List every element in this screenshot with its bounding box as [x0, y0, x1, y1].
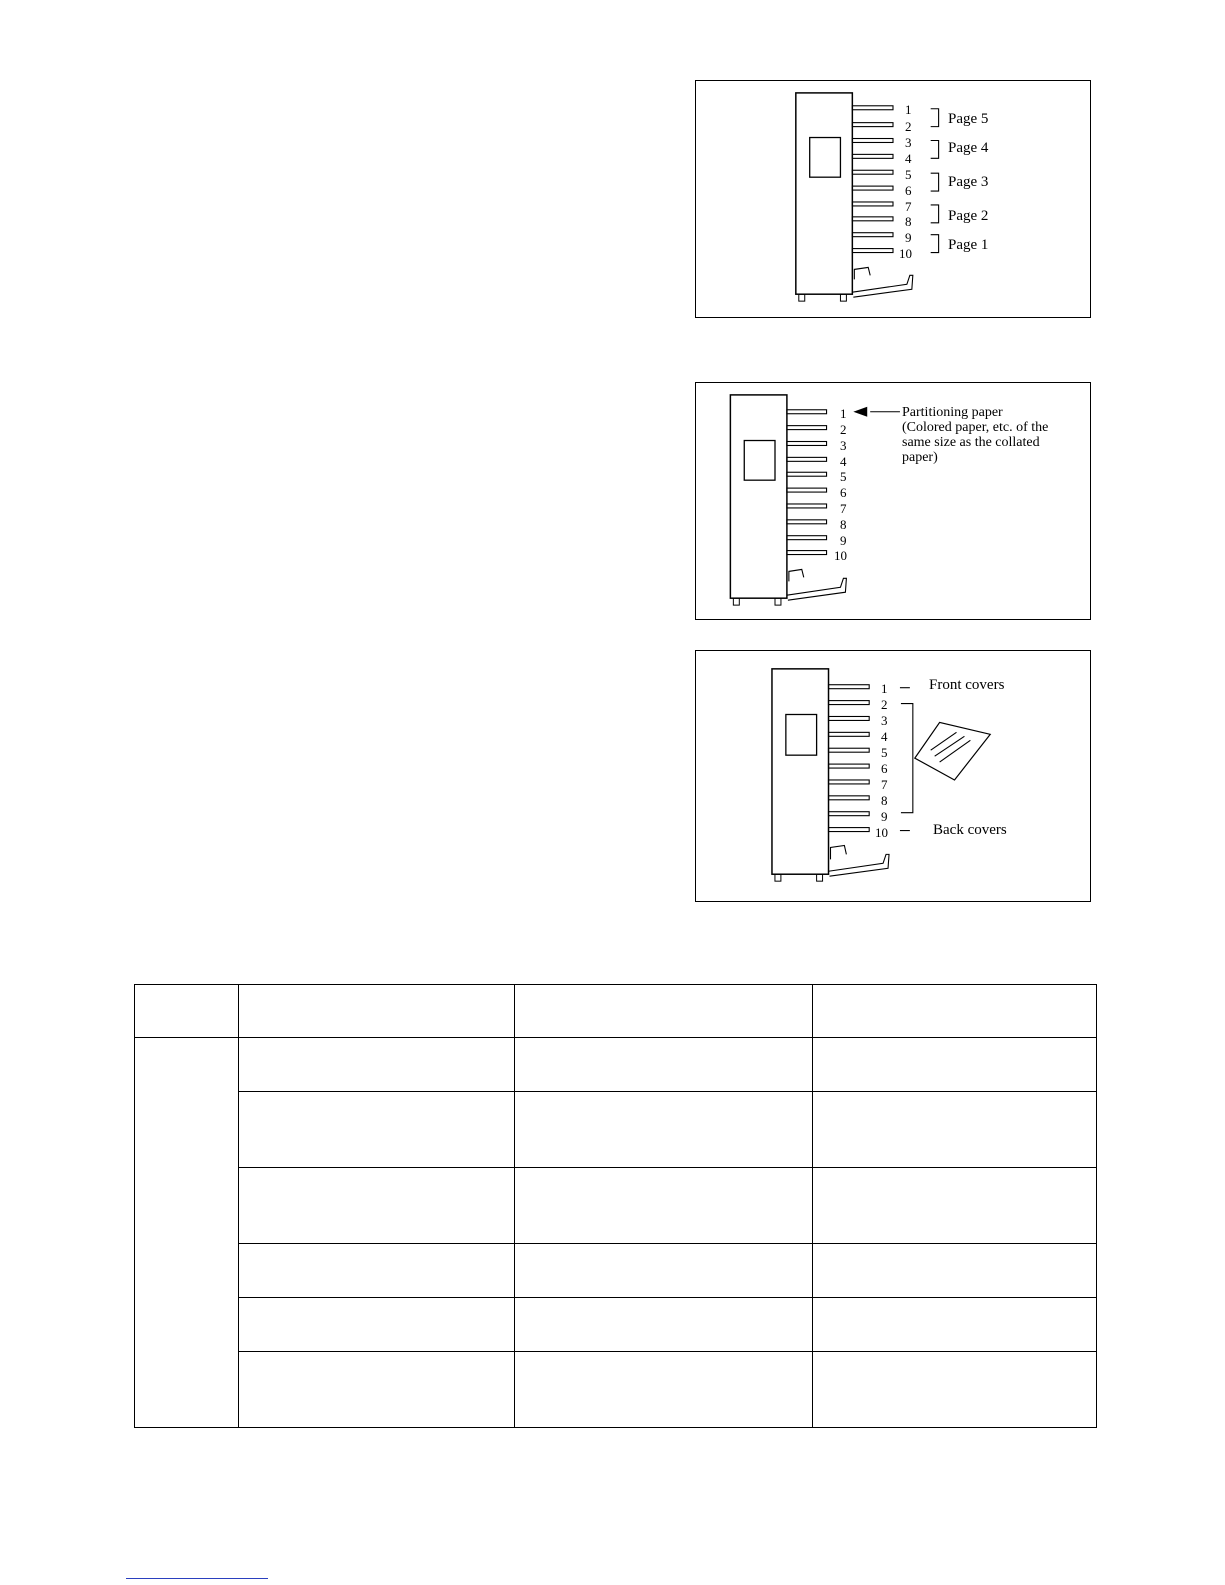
bin-number: 8 — [905, 214, 912, 229]
table-cell — [239, 1244, 515, 1298]
table-header-row — [135, 985, 1097, 1038]
bin-number: 10 — [899, 246, 912, 261]
table-cell — [813, 1352, 1097, 1428]
front-covers-label: Front covers — [929, 677, 1005, 693]
annotation-line: same size as the collated — [902, 435, 1040, 450]
table-cell — [813, 1298, 1097, 1352]
bin-number: 3 — [905, 135, 912, 150]
bin-number: 7 — [905, 199, 912, 214]
table-cell — [239, 1038, 515, 1092]
sorter-drawing — [696, 651, 1090, 901]
table-row — [135, 1168, 1097, 1244]
table-cell — [239, 1352, 515, 1428]
bin-number: 2 — [881, 697, 888, 712]
page-label: Page 4 — [948, 140, 989, 156]
bin-number: 9 — [840, 533, 847, 548]
table-cell — [813, 1092, 1097, 1168]
bin-number: 3 — [840, 438, 847, 453]
table-cell — [135, 985, 239, 1038]
bin-number: 6 — [881, 761, 888, 776]
bin-number: 1 — [881, 681, 888, 696]
table-cell — [813, 985, 1097, 1038]
table-row — [135, 1038, 1097, 1092]
bin-number: 1 — [905, 102, 912, 117]
specification-table — [134, 984, 1097, 1428]
bin-number: 10 — [875, 825, 888, 840]
bin-number: 8 — [881, 793, 888, 808]
bin-number: 6 — [840, 485, 847, 500]
table-cell — [515, 1352, 813, 1428]
annotation-line: Partitioning paper — [902, 405, 1003, 420]
table-cell — [239, 1298, 515, 1352]
footer-link-underline — [126, 1578, 268, 1579]
bin-number: 5 — [905, 167, 912, 182]
page-label: Page 3 — [948, 174, 989, 190]
table-row — [135, 1092, 1097, 1168]
bin-number: 4 — [840, 454, 847, 469]
table-cell — [515, 1038, 813, 1092]
bin-number: 5 — [881, 745, 888, 760]
table-cell — [515, 1298, 813, 1352]
table-cell — [515, 985, 813, 1038]
bin-number: 8 — [840, 517, 847, 532]
sorter-drawing — [696, 81, 1090, 317]
bin-number: 2 — [905, 119, 912, 134]
table-row — [135, 1244, 1097, 1298]
bin-number: 10 — [834, 548, 847, 563]
table-cell — [239, 1168, 515, 1244]
bin-number: 3 — [881, 713, 888, 728]
bin-number: 9 — [905, 230, 912, 245]
sorter-drawing — [696, 383, 1090, 619]
table-row — [135, 1298, 1097, 1352]
table-cell — [239, 985, 515, 1038]
table-cell — [515, 1168, 813, 1244]
bin-number: 7 — [840, 501, 847, 516]
table-cell — [813, 1244, 1097, 1298]
figure-page-sorting — [695, 80, 1091, 318]
table-cell — [239, 1092, 515, 1168]
bin-number: 1 — [840, 406, 847, 421]
annotation-line: paper) — [902, 450, 938, 465]
table-cell — [515, 1092, 813, 1168]
figure-partitioning-paper — [695, 382, 1091, 620]
page-label: Page 2 — [948, 208, 989, 224]
page-label: Page 5 — [948, 111, 989, 127]
bin-number: 4 — [881, 729, 888, 744]
bin-number: 2 — [840, 422, 847, 437]
bin-number: 7 — [881, 777, 888, 792]
figure-covers — [695, 650, 1091, 902]
back-covers-label: Back covers — [933, 822, 1007, 838]
page-label: Page 1 — [948, 237, 989, 253]
table-row — [135, 1352, 1097, 1428]
bin-number: 4 — [905, 151, 912, 166]
table-cell — [813, 1168, 1097, 1244]
bin-number: 5 — [840, 469, 847, 484]
bin-number: 6 — [905, 183, 912, 198]
table-cell — [813, 1038, 1097, 1092]
annotation-line: (Colored paper, etc. of the — [902, 420, 1049, 435]
table-cell — [135, 1038, 239, 1428]
bin-number: 9 — [881, 809, 888, 824]
table-cell — [515, 1244, 813, 1298]
